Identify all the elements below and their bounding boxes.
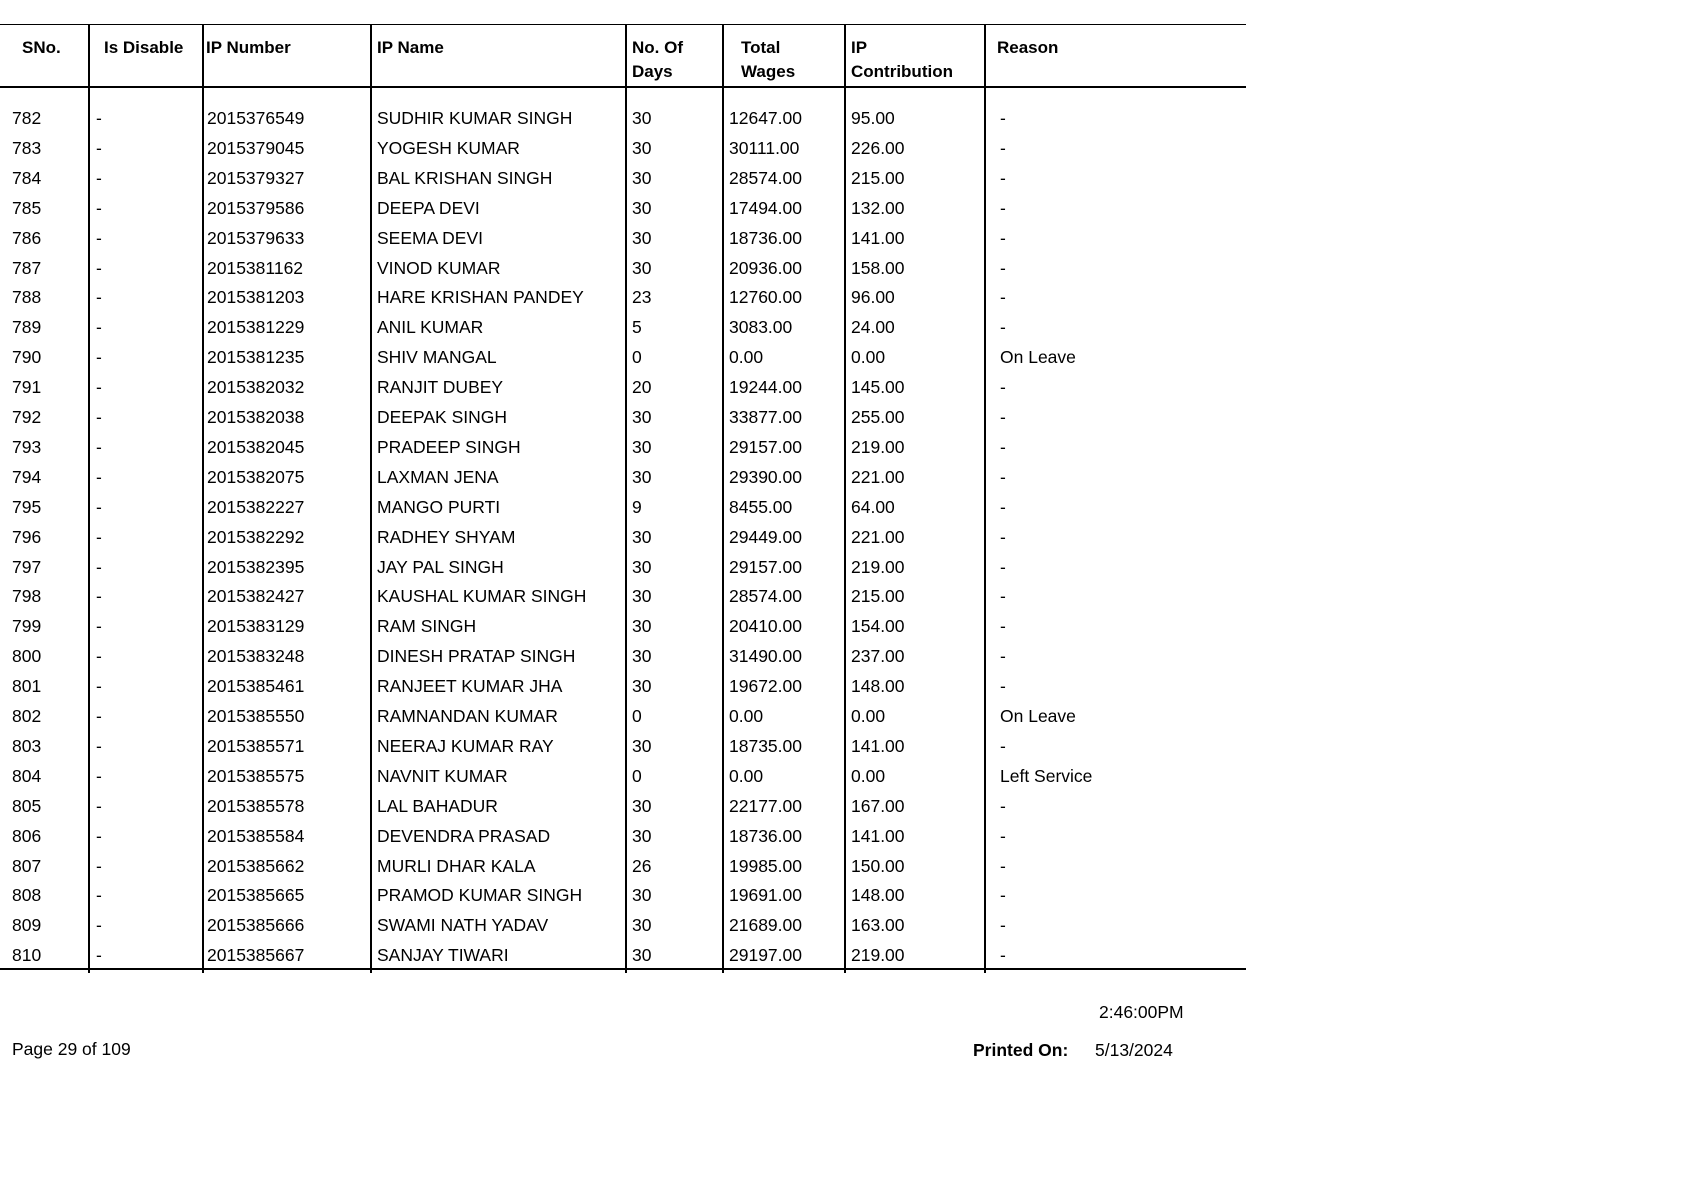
cell-is-disable: - <box>96 616 102 637</box>
cell-ip-number: 2015385461 <box>207 676 305 697</box>
cell-is-disable: - <box>96 407 102 427</box>
header-contrib-line2: Contribution <box>851 62 953 81</box>
cell-ip-name: NEERAJ KUMAR RAY <box>377 735 554 756</box>
cell-sno: 802 <box>12 706 42 726</box>
cell-contribution: 0.00 <box>851 765 886 786</box>
cell-is-disable: - <box>96 855 102 876</box>
cell-ip-name: KAUSHAL KUMAR SINGH <box>377 586 587 607</box>
table-top-rule <box>0 24 1246 25</box>
cell-is-disable: - <box>96 706 102 726</box>
cell-ip-number: 2015383129 <box>207 616 305 637</box>
cell-wages: 12760.00 <box>729 287 802 308</box>
cell-ip-number: 2015382227 <box>207 496 305 517</box>
cell-ip-number: 2015381162 <box>207 257 304 278</box>
cell-ip-number: 2015379633 <box>207 227 305 248</box>
cell-ip-name: SEEMA DEVI <box>377 227 484 248</box>
cell-ip-number: 2015385662 <box>207 855 305 876</box>
cell-contribution: 215.00 <box>851 586 905 607</box>
cell-ip-name: LAXMAN JENA <box>377 466 499 487</box>
printed-on-label: Printed On: <box>973 1040 1069 1060</box>
cell-is-disable: - <box>96 496 102 517</box>
cell-ip-number: 2015385667 <box>207 945 305 966</box>
table-bottom-rule <box>0 968 1246 970</box>
cell-days: 30 <box>632 676 652 697</box>
cell-contribution: 237.00 <box>851 646 905 667</box>
cell-is-disable: - <box>96 735 102 756</box>
column-divider <box>625 24 627 973</box>
cell-ip-number: 2015376549 <box>207 108 305 128</box>
cell-days: 30 <box>632 108 652 128</box>
cell-wages: 28574.00 <box>729 586 802 607</box>
cell-wages: 17494.00 <box>729 197 802 218</box>
cell-days: 30 <box>632 646 652 667</box>
cell-reason: - <box>1000 317 1006 338</box>
column-divider <box>984 24 986 973</box>
cell-sno: 804 <box>12 765 42 786</box>
cell-days: 9 <box>632 496 642 517</box>
cell-reason: - <box>1000 616 1006 637</box>
cell-is-disable: - <box>96 197 102 218</box>
cell-ip-number: 2015385578 <box>207 795 305 816</box>
cell-contribution: 163.00 <box>851 915 905 936</box>
cell-is-disable: - <box>96 436 102 457</box>
cell-reason: - <box>1000 137 1006 158</box>
cell-sno: 810 <box>12 945 42 966</box>
cell-sno: 800 <box>12 646 42 667</box>
cell-ip-name: SHIV MANGAL <box>377 347 497 368</box>
cell-ip-name: NAVNIT KUMAR <box>377 765 508 786</box>
cell-days: 30 <box>632 227 652 248</box>
cell-contribution: 167.00 <box>851 795 905 816</box>
cell-reason: - <box>1000 257 1006 278</box>
column-divider <box>370 24 372 973</box>
cell-contribution: 141.00 <box>851 735 905 756</box>
cell-wages: 19244.00 <box>729 377 802 398</box>
cell-ip-name: SANJAY TIWARI <box>377 945 509 966</box>
cell-sno: 782 <box>12 108 42 128</box>
cell-reason: - <box>1000 735 1006 756</box>
cell-contribution: 150.00 <box>851 855 905 876</box>
cell-ip-number: 2015385665 <box>207 885 305 906</box>
cell-sno: 806 <box>12 825 42 846</box>
cell-wages: 0.00 <box>729 706 764 726</box>
cell-wages: 19691.00 <box>729 885 802 906</box>
header-ip-number: IP Number <box>206 38 291 57</box>
cell-sno: 793 <box>12 436 42 457</box>
cell-days: 30 <box>632 466 652 487</box>
cell-wages: 29157.00 <box>729 556 802 577</box>
cell-wages: 20936.00 <box>729 257 802 278</box>
cell-days: 26 <box>632 855 652 876</box>
cell-days: 30 <box>632 137 652 158</box>
cell-reason: - <box>1000 496 1006 517</box>
cell-is-disable: - <box>96 795 102 816</box>
cell-wages: 18736.00 <box>729 227 802 248</box>
cell-wages: 29157.00 <box>729 436 802 457</box>
cell-is-disable: - <box>96 108 102 128</box>
cell-contribution: 145.00 <box>851 377 905 398</box>
cell-wages: 8455.00 <box>729 496 793 517</box>
cell-ip-number: 2015382427 <box>207 586 305 607</box>
cell-wages: 18735.00 <box>729 735 802 756</box>
page-number: Page 29 of 109 <box>12 1039 131 1059</box>
cell-reason: - <box>1000 377 1006 398</box>
cell-ip-name: ANIL KUMAR <box>377 317 484 338</box>
cell-ip-number: 2015385666 <box>207 915 305 936</box>
cell-wages: 31490.00 <box>729 646 802 667</box>
cell-sno: 801 <box>12 676 42 697</box>
cell-is-disable: - <box>96 347 102 368</box>
cell-is-disable: - <box>96 137 102 158</box>
cell-reason: - <box>1000 526 1006 547</box>
cell-ip-name: MANGO PURTI <box>377 496 501 517</box>
cell-wages: 29197.00 <box>729 945 802 966</box>
header-sno: SNo. <box>22 38 61 57</box>
cell-ip-name: SUDHIR KUMAR SINGH <box>377 108 573 128</box>
cell-contribution: 148.00 <box>851 885 905 906</box>
cell-days: 30 <box>632 885 652 906</box>
cell-wages: 22177.00 <box>729 795 802 816</box>
cell-is-disable: - <box>96 377 102 398</box>
cell-contribution: 132.00 <box>851 197 905 218</box>
header-contrib-line1: IP <box>851 38 868 57</box>
cell-reason: - <box>1000 855 1006 876</box>
cell-sno: 799 <box>12 616 42 637</box>
column-divider <box>722 24 724 973</box>
cell-reason: - <box>1000 227 1006 248</box>
cell-contribution: 141.00 <box>851 227 905 248</box>
cell-reason: - <box>1000 167 1006 188</box>
cell-reason: On Leave <box>1000 347 1076 368</box>
cell-reason: Left Service <box>1000 765 1093 786</box>
cell-sno: 808 <box>12 885 42 906</box>
cell-sno: 787 <box>12 257 42 278</box>
cell-sno: 809 <box>12 915 42 936</box>
cell-days: 0 <box>632 706 642 726</box>
cell-reason: - <box>1000 436 1006 457</box>
cell-sno: 785 <box>12 197 42 218</box>
cell-wages: 29449.00 <box>729 526 802 547</box>
cell-ip-name: LAL BAHADUR <box>377 795 498 816</box>
cell-wages: 0.00 <box>729 765 764 786</box>
cell-contribution: 221.00 <box>851 526 905 547</box>
cell-wages: 21689.00 <box>729 915 802 936</box>
column-divider <box>202 24 204 973</box>
cell-reason: - <box>1000 586 1006 607</box>
header-days-line1: No. Of <box>632 38 683 57</box>
cell-days: 30 <box>632 915 652 936</box>
cell-ip-name: PRADEEP SINGH <box>377 436 521 457</box>
cell-contribution: 0.00 <box>851 706 886 726</box>
cell-ip-number: 2015382075 <box>207 466 305 487</box>
cell-ip-number: 2015385571 <box>207 735 305 756</box>
cell-reason: - <box>1000 197 1006 218</box>
cell-ip-name: DEVENDRA PRASAD <box>377 825 551 846</box>
cell-reason: - <box>1000 795 1006 816</box>
cell-sno: 807 <box>12 855 42 876</box>
cell-ip-name: DEEPA DEVI <box>377 197 480 218</box>
cell-contribution: 158.00 <box>851 257 905 278</box>
cell-days: 30 <box>632 197 652 218</box>
cell-days: 5 <box>632 317 642 338</box>
cell-is-disable: - <box>96 646 102 667</box>
cell-contribution: 0.00 <box>851 347 886 368</box>
cell-ip-number: 2015381229 <box>207 317 305 338</box>
cell-wages: 3083.00 <box>729 317 793 338</box>
cell-reason: - <box>1000 287 1006 308</box>
cell-contribution: 219.00 <box>851 436 905 457</box>
cell-reason: - <box>1000 646 1006 667</box>
cell-ip-name: JAY PAL SINGH <box>377 556 504 577</box>
cell-ip-number: 2015382292 <box>207 526 305 547</box>
cell-sno: 790 <box>12 347 42 368</box>
cell-ip-number: 2015385575 <box>207 765 305 786</box>
cell-reason: - <box>1000 556 1006 577</box>
cell-sno: 788 <box>12 287 42 308</box>
header-wages-line1: Total <box>741 38 781 57</box>
cell-days: 0 <box>632 347 642 368</box>
cell-ip-name: MURLI DHAR KALA <box>377 855 536 876</box>
cell-days: 30 <box>632 436 652 457</box>
cell-sno: 794 <box>12 466 42 487</box>
cell-contribution: 226.00 <box>851 137 905 158</box>
cell-sno: 784 <box>12 167 42 188</box>
cell-ip-number: 2015385550 <box>207 706 305 726</box>
cell-is-disable: - <box>96 526 102 547</box>
cell-ip-name: BAL KRISHAN SINGH <box>377 167 553 188</box>
cell-is-disable: - <box>96 586 102 607</box>
cell-sno: 791 <box>12 377 42 398</box>
cell-reason: - <box>1000 407 1006 427</box>
cell-ip-name: RAMNANDAN KUMAR <box>377 706 558 726</box>
cell-ip-name: RANJEET KUMAR JHA <box>377 676 563 697</box>
cell-ip-name: VINOD KUMAR <box>377 257 501 278</box>
cell-reason: - <box>1000 108 1006 128</box>
cell-days: 30 <box>632 526 652 547</box>
cell-ip-number: 2015381203 <box>207 287 305 308</box>
cell-wages: 30111.00 <box>729 137 800 158</box>
cell-ip-name: DEEPAK SINGH <box>377 407 507 427</box>
cell-days: 30 <box>632 945 652 966</box>
header-reason: Reason <box>997 38 1059 57</box>
cell-ip-number: 2015383248 <box>207 646 305 667</box>
cell-days: 0 <box>632 765 642 786</box>
header-ip-name: IP Name <box>377 38 444 57</box>
cell-contribution: 64.00 <box>851 496 895 517</box>
cell-reason: - <box>1000 885 1006 906</box>
cell-wages: 12647.00 <box>729 108 802 128</box>
cell-contribution: 219.00 <box>851 556 905 577</box>
cell-reason: On Leave <box>1000 706 1076 726</box>
cell-days: 23 <box>632 287 652 308</box>
cell-wages: 28574.00 <box>729 167 802 188</box>
cell-ip-name: RANJIT DUBEY <box>377 377 504 398</box>
cell-is-disable: - <box>96 676 102 697</box>
cell-ip-number: 2015379045 <box>207 137 305 158</box>
cell-ip-number: 2015379327 <box>207 167 305 188</box>
cell-contribution: 24.00 <box>851 317 895 338</box>
cell-is-disable: - <box>96 825 102 846</box>
column-divider <box>844 24 846 973</box>
cell-is-disable: - <box>96 466 102 487</box>
cell-ip-number: 2015382032 <box>207 377 305 398</box>
cell-contribution: 219.00 <box>851 945 905 966</box>
cell-wages: 19985.00 <box>729 855 802 876</box>
cell-sno: 786 <box>12 227 42 248</box>
cell-days: 30 <box>632 167 652 188</box>
cell-is-disable: - <box>96 317 102 338</box>
cell-sno: 798 <box>12 586 42 607</box>
cell-ip-number: 2015382045 <box>207 436 305 457</box>
cell-sno: 805 <box>12 795 42 816</box>
cell-wages: 29390.00 <box>729 466 802 487</box>
print-time: 2:46:00PM <box>1099 1002 1184 1022</box>
cell-contribution: 95.00 <box>851 108 895 128</box>
cell-is-disable: - <box>96 945 102 966</box>
cell-days: 30 <box>632 795 652 816</box>
header-wages-line2: Wages <box>741 62 796 81</box>
cell-ip-number: 2015385584 <box>207 825 305 846</box>
cell-days: 30 <box>632 825 652 846</box>
cell-ip-name: PRAMOD KUMAR SINGH <box>377 885 583 906</box>
cell-is-disable: - <box>96 287 102 308</box>
cell-is-disable: - <box>96 885 102 906</box>
cell-days: 30 <box>632 586 652 607</box>
cell-wages: 33877.00 <box>729 407 802 427</box>
cell-ip-number: 2015381235 <box>207 347 305 368</box>
cell-is-disable: - <box>96 915 102 936</box>
printed-on-date: 5/13/2024 <box>1095 1040 1173 1060</box>
cell-is-disable: - <box>96 257 102 278</box>
cell-wages: 19672.00 <box>729 676 802 697</box>
cell-ip-name: HARE KRISHAN PANDEY <box>377 287 584 308</box>
cell-contribution: 141.00 <box>851 825 905 846</box>
header-days-line2: Days <box>632 62 673 81</box>
cell-sno: 789 <box>12 317 42 338</box>
cell-ip-number: 2015379586 <box>207 197 305 218</box>
cell-ip-name: SWAMI NATH YADAV <box>377 915 549 936</box>
cell-reason: - <box>1000 676 1006 697</box>
cell-is-disable: - <box>96 167 102 188</box>
cell-ip-number: 2015382395 <box>207 556 305 577</box>
column-divider <box>88 24 90 973</box>
cell-contribution: 255.00 <box>851 407 905 427</box>
cell-is-disable: - <box>96 765 102 786</box>
cell-reason: - <box>1000 825 1006 846</box>
cell-ip-name: RAM SINGH <box>377 616 477 637</box>
cell-reason: - <box>1000 466 1006 487</box>
cell-wages: 20410.00 <box>729 616 802 637</box>
cell-contribution: 215.00 <box>851 167 905 188</box>
cell-days: 30 <box>632 257 652 278</box>
cell-sno: 796 <box>12 526 42 547</box>
header-is-disable: Is Disable <box>104 38 184 57</box>
cell-days: 20 <box>632 377 652 398</box>
cell-is-disable: - <box>96 556 102 577</box>
cell-contribution: 148.00 <box>851 676 905 697</box>
cell-ip-name: DINESH PRATAP SINGH <box>377 646 576 667</box>
cell-days: 30 <box>632 616 652 637</box>
cell-ip-number: 2015382038 <box>207 407 305 427</box>
cell-contribution: 154.00 <box>851 616 905 637</box>
cell-reason: - <box>1000 915 1006 936</box>
cell-days: 30 <box>632 735 652 756</box>
cell-wages: 18736.00 <box>729 825 802 846</box>
cell-sno: 797 <box>12 556 42 577</box>
cell-sno: 803 <box>12 735 42 756</box>
cell-sno: 795 <box>12 496 42 517</box>
cell-days: 30 <box>632 407 652 427</box>
header-bottom-rule <box>0 86 1246 88</box>
cell-reason: - <box>1000 945 1006 966</box>
cell-ip-name: YOGESH KUMAR <box>377 137 520 158</box>
cell-contribution: 96.00 <box>851 287 895 308</box>
cell-is-disable: - <box>96 227 102 248</box>
cell-ip-name: RADHEY SHYAM <box>377 526 516 547</box>
cell-wages: 0.00 <box>729 347 764 368</box>
cell-days: 30 <box>632 556 652 577</box>
cell-sno: 783 <box>12 137 42 158</box>
cell-contribution: 221.00 <box>851 466 905 487</box>
cell-sno: 792 <box>12 407 42 427</box>
